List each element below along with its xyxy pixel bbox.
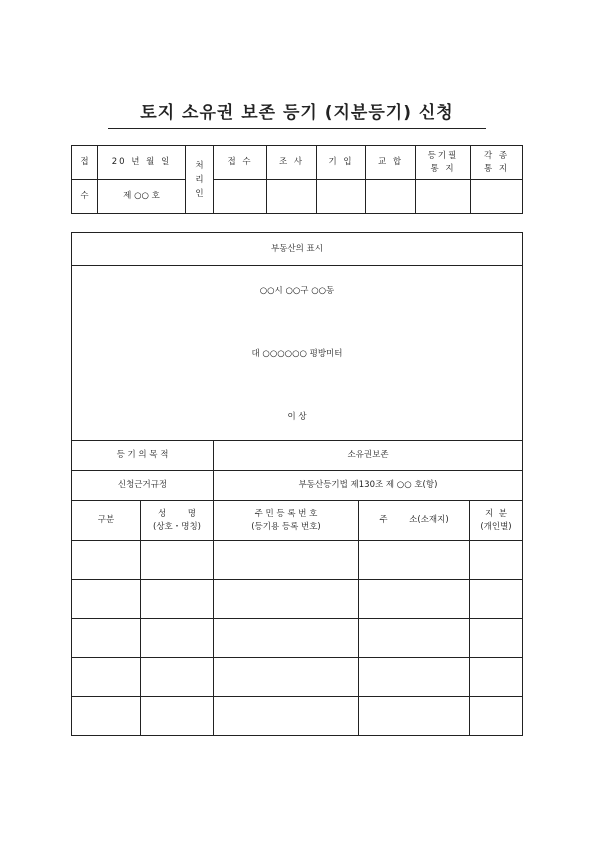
stamp-cell-reception[interactable] <box>214 180 267 214</box>
reception-table <box>71 145 523 214</box>
header-line: 구분 <box>97 515 115 525</box>
col-header-completion-notice <box>416 146 471 180</box>
applicant-header-name <box>141 501 214 541</box>
col-header-various-notice <box>471 146 523 180</box>
applicant-name-cell[interactable] <box>141 541 214 580</box>
applicant-row <box>72 658 523 697</box>
property-end-mark: 이 상 <box>287 412 307 422</box>
property-area: 대 ○○○○○○ 평방미터 <box>251 349 343 359</box>
applicant-address-cell[interactable] <box>359 697 470 736</box>
applicant-name-cell[interactable] <box>141 619 214 658</box>
applicant-header-share <box>470 501 523 541</box>
applicant-category-cell[interactable] <box>72 619 141 658</box>
header-line: 주 소(소재지) <box>379 515 449 525</box>
applicant-share-cell[interactable] <box>470 541 523 580</box>
header-line: (등기용 등록 번호) <box>251 521 321 532</box>
header-line: (상호・명칭) <box>153 521 201 532</box>
reception-label-bottom: 수 <box>72 180 98 214</box>
property-location: ○○시 ○○구 ○○동 <box>259 286 335 296</box>
applicant-id-cell[interactable] <box>214 541 359 580</box>
col-header-line: 각 종 <box>483 150 510 161</box>
reception-number[interactable]: 제 ○○ 호 <box>98 180 186 214</box>
stamp-cell-completion-notice[interactable] <box>416 180 471 214</box>
applicant-share-cell[interactable] <box>470 658 523 697</box>
applicant-share-cell[interactable] <box>470 619 523 658</box>
purpose-value[interactable]: 소유권보존 <box>214 441 523 471</box>
reception-label-top: 접 <box>72 146 98 180</box>
header-line: 지 분 <box>485 508 507 519</box>
applicant-address-cell[interactable] <box>359 658 470 697</box>
applicant-row <box>72 541 523 580</box>
applicant-share-cell[interactable] <box>470 697 523 736</box>
col-header-inspection: 조 사 <box>267 146 317 180</box>
header-line: 성 명 <box>157 508 197 519</box>
applicant-id-cell[interactable] <box>214 697 359 736</box>
applicant-address-cell[interactable] <box>359 580 470 619</box>
col-header-line: 통 지 <box>483 163 510 174</box>
basis-value[interactable]: 부동산등기법 제130조 제 ○○ 호(항) <box>214 471 523 501</box>
applicant-category-cell[interactable] <box>72 658 141 697</box>
applicant-id-cell[interactable] <box>214 658 359 697</box>
applicant-address-cell[interactable] <box>359 619 470 658</box>
applicant-name-cell[interactable] <box>141 658 214 697</box>
header-line: 주 민 등 록 번 호 <box>254 508 318 519</box>
application-table <box>71 232 523 736</box>
handler-label-char: 리 <box>195 174 204 185</box>
stamp-cell-collation[interactable] <box>366 180 416 214</box>
applicant-category-cell[interactable] <box>72 697 141 736</box>
reception-date[interactable]: 20 년 월 일 <box>98 146 186 180</box>
stamp-cell-inspection[interactable] <box>267 180 317 214</box>
title-underline <box>108 128 486 129</box>
applicant-header-address <box>359 501 470 541</box>
applicant-header-category <box>72 501 141 541</box>
applicant-category-cell[interactable] <box>72 541 141 580</box>
handler-label-char: 인 <box>195 188 204 199</box>
form-title: 토지 소유권 보존 등기 (지분등기) 신청 <box>140 103 454 123</box>
applicant-id-cell[interactable] <box>214 580 359 619</box>
col-header-line: 등기필 <box>427 150 459 161</box>
applicant-header-id-number <box>214 501 359 541</box>
header-line: (개인별) <box>480 521 512 532</box>
property-header: 부동산의 표시 <box>72 233 523 266</box>
stamp-cell-entry[interactable] <box>317 180 366 214</box>
applicant-row <box>72 580 523 619</box>
applicant-category-cell[interactable] <box>72 580 141 619</box>
basis-label: 신청근거규정 <box>72 471 214 501</box>
stamp-cell-various-notice[interactable] <box>471 180 523 214</box>
property-description[interactable] <box>72 266 523 441</box>
col-header-line: 통 지 <box>430 163 456 174</box>
applicant-id-cell[interactable] <box>214 619 359 658</box>
applicant-name-cell[interactable] <box>141 697 214 736</box>
applicant-row <box>72 697 523 736</box>
handler-label-char: 처 <box>195 160 204 171</box>
applicant-address-cell[interactable] <box>359 541 470 580</box>
handler-label <box>186 146 214 214</box>
applicant-row <box>72 619 523 658</box>
purpose-label: 등 기 의 목 적 <box>72 441 214 471</box>
applicant-name-cell[interactable] <box>141 580 214 619</box>
col-header-entry: 기 입 <box>317 146 366 180</box>
col-header-collation: 교 합 <box>366 146 416 180</box>
applicant-share-cell[interactable] <box>470 580 523 619</box>
col-header-reception: 접 수 <box>214 146 267 180</box>
